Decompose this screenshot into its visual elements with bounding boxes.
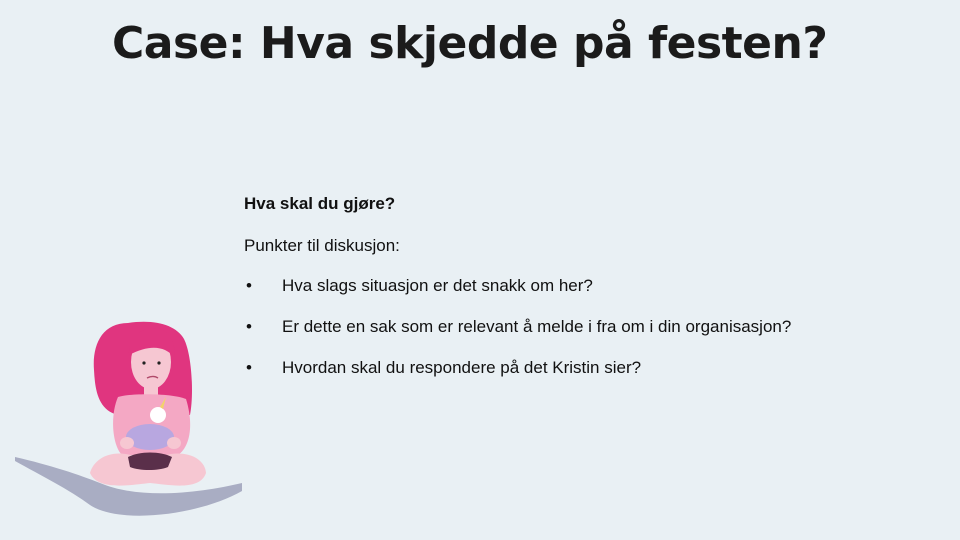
girl-illustration — [10, 315, 250, 525]
bullet-icon: • — [246, 317, 252, 336]
point-text: Hva slags situasjon er det snakk om her? — [282, 276, 593, 295]
discussion-label: Punkter til diskusjon: — [244, 236, 400, 255]
point-text: Er dette en sak som er relevant å melde i fra om i din organisasjon? — [282, 317, 792, 336]
bullet-icon: • — [246, 276, 252, 295]
list-item — [244, 317, 924, 358]
content-block — [244, 194, 924, 399]
task-heading: Hva skal du gjøre? — [244, 194, 396, 213]
list-item — [244, 358, 924, 399]
list-item — [244, 276, 924, 317]
bullet-icon: • — [246, 358, 252, 377]
point-text: Hvordan skal du respondere på det Kristin sier? — [282, 358, 642, 377]
unicorn-body — [126, 424, 174, 450]
discussion-points — [244, 276, 924, 399]
slide-title: Case: Hva skjedde på festen? — [112, 18, 828, 69]
